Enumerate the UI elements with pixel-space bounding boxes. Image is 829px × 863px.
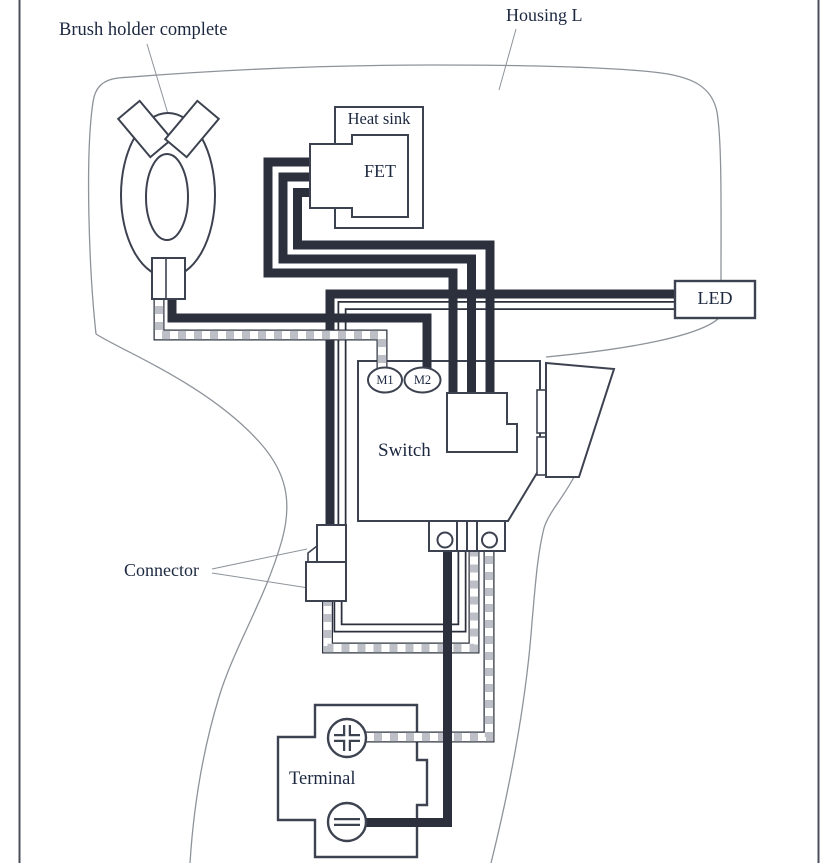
- m1-label: M1: [376, 372, 394, 387]
- brush-holder-label: Brush holder complete: [59, 20, 228, 40]
- switch-bottom-eyelet-left: [438, 533, 453, 548]
- switch-bottom-channel-2: [467, 521, 477, 551]
- housing-leader-line: [499, 29, 516, 90]
- switch-bottom-eyelet-right: [482, 533, 497, 548]
- led-label: LED: [697, 288, 733, 308]
- switch-wire-block: [447, 393, 517, 452]
- fet-label: FET: [363, 161, 396, 181]
- trigger-tab-lower: [537, 437, 546, 475]
- housing-label: Housing L: [506, 5, 583, 25]
- connector-upper-housing: [317, 525, 346, 562]
- switch-label: Switch: [378, 440, 431, 461]
- terminal-label: Terminal: [289, 769, 356, 789]
- trigger: [546, 363, 614, 477]
- connector-leader-line-bottom: [212, 573, 315, 589]
- housing-outline-handle-left: [96, 334, 287, 863]
- connector-label: Connector: [124, 560, 199, 580]
- m2-label: M2: [413, 372, 432, 387]
- heat-sink-label: Heat sink: [347, 109, 411, 128]
- connector-lower-housing: [306, 562, 346, 601]
- brush-holder-terminal-box: [152, 258, 185, 299]
- connector-leader-line-top: [212, 549, 307, 569]
- trigger-tab-upper: [537, 390, 546, 433]
- brush-holder-leader-line: [147, 44, 168, 114]
- brush-holder-inner-ring: [146, 154, 188, 240]
- switch-bottom-channel-1: [457, 521, 467, 551]
- housing-outline-grip-top: [546, 318, 719, 357]
